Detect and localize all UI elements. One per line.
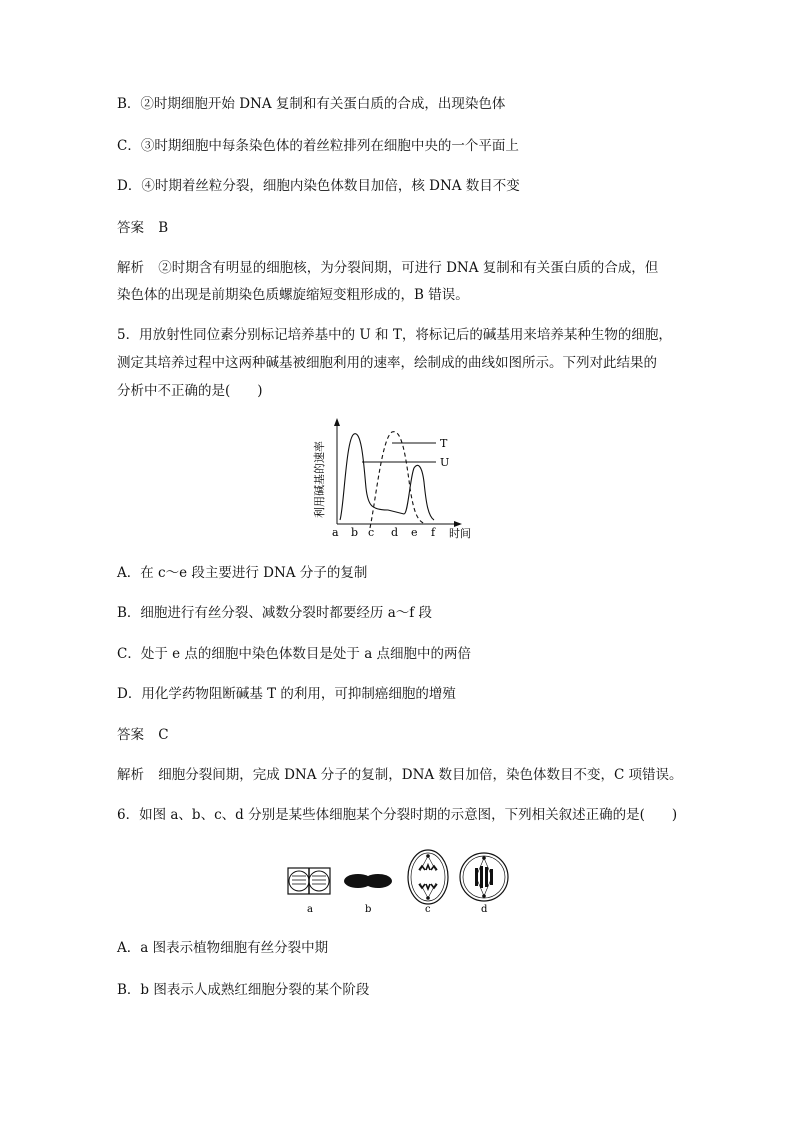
analysis-text: ②时期含有明显的细胞核，为分裂间期，可进行 DNA 复制和有关蛋白质的合成，但 xyxy=(158,260,659,276)
q4-answer xyxy=(117,218,168,238)
answer-label: 答案 xyxy=(117,727,144,743)
answer-label: 答案 xyxy=(117,220,144,236)
tick-e: e xyxy=(411,526,418,539)
q5-option-d: D．用化学药物阻断碱基 T 的利用，可抑制癌细胞的增殖 xyxy=(117,686,456,702)
q5-stem-line2: 测定其培养过程中这两种碱基被细胞利用的速率，绘制成的曲线如图所示。下列对此结果的 xyxy=(117,355,657,371)
q6-stem: 6．如图 a、b、c、d 分别是某些体细胞某个分裂时期的示意图，下列相关叙述正确的是( ) xyxy=(117,807,678,823)
q5-stem-line3: 分析中不正确的是( ) xyxy=(117,383,263,399)
answer-value: C xyxy=(158,727,169,743)
cell-division-figure xyxy=(280,846,520,920)
q6-option-b: B．b 图表示人成熟红细胞分裂的某个阶段 xyxy=(117,982,370,998)
cell-d xyxy=(460,853,508,901)
tick-f: f xyxy=(431,526,436,539)
q5-option-c: C．处于 e 点的细胞中染色体数目是处于 a 点细胞中的两倍 xyxy=(117,646,472,662)
q5-option-b: B．细胞进行有丝分裂、减数分裂时都要经历 a～f 段 xyxy=(117,605,433,621)
q4-analysis-line1 xyxy=(117,258,658,278)
q4-option-b: B．②时期细胞开始 DNA 复制和有关蛋白质的合成，出现染色体 xyxy=(117,96,506,112)
q4-analysis-line2: 染色体的出现是前期染色质螺旋缩短变粗形成的，B 错误。 xyxy=(117,287,469,303)
cell-b xyxy=(344,874,392,888)
rate-graph xyxy=(310,418,490,544)
tick-b: b xyxy=(351,526,359,539)
q5-stem-line1: 5．用放射性同位素分别标记培养基中的 U 和 T，将标记后的碱基用来培养某种生物的细胞， xyxy=(117,327,672,343)
fig-label-a: a xyxy=(307,904,313,915)
analysis-label: 解析 xyxy=(117,260,144,276)
analysis-label: 解析 xyxy=(117,767,144,783)
q5-option-a: A．在 c～e 段主要进行 DNA 分子的复制 xyxy=(117,565,368,581)
fig-label-d: d xyxy=(481,904,488,915)
graph-ylabel: 利用碱基的速率 xyxy=(313,441,326,518)
fig-label-b: b xyxy=(365,904,372,915)
cell-c xyxy=(408,850,448,904)
fig-label-c: c xyxy=(425,904,431,915)
answer-value: B xyxy=(158,220,169,236)
graph-xlabel: 时间 xyxy=(449,527,471,540)
q6-option-a: A．a 图表示植物细胞有丝分裂中期 xyxy=(117,940,329,956)
u-curve xyxy=(340,434,434,520)
cell-a xyxy=(288,868,330,894)
q4-option-c: C．③时期细胞中每条染色体的着丝粒排列在细胞中央的一个平面上 xyxy=(117,138,519,154)
q4-option-d: D．④时期着丝粒分裂，细胞内染色体数目加倍，核 DNA 数目不变 xyxy=(117,178,520,194)
tick-c: c xyxy=(368,526,375,539)
t-curve xyxy=(370,432,426,528)
q5-analysis xyxy=(117,765,683,785)
tick-a: a xyxy=(332,526,339,539)
tick-d: d xyxy=(391,526,399,539)
legend-u: U xyxy=(440,456,450,469)
legend-t: T xyxy=(440,437,448,450)
analysis-text: 细胞分裂间期，完成 DNA 分子的复制，DNA 数目加倍，染色体数目不变，C 项错误。 xyxy=(158,767,683,783)
q5-answer xyxy=(117,725,169,745)
